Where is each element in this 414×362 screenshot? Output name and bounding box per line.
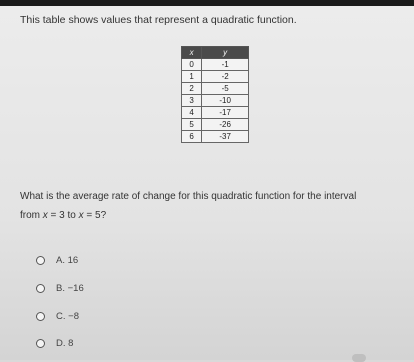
cell-y: -1 — [202, 59, 249, 71]
cell-x: 1 — [182, 71, 202, 83]
cell-x: 5 — [182, 119, 202, 131]
choice-label-d: D. 8 — [56, 337, 74, 349]
question-line2-prefix: from — [20, 210, 43, 221]
cell-x: 6 — [182, 131, 202, 143]
table-row — [182, 119, 249, 131]
header-x: x — [182, 47, 202, 59]
table-row — [182, 83, 249, 95]
radio-button-b[interactable] — [36, 284, 45, 293]
cell-y: -10 — [202, 95, 249, 107]
radio-button-c[interactable] — [36, 312, 45, 321]
choice-label-c: C. −8 — [56, 310, 79, 322]
table-row — [182, 95, 249, 107]
radio-button-d[interactable] — [36, 339, 45, 348]
answer-choice-d[interactable] — [36, 336, 73, 350]
table-header-row — [182, 47, 249, 59]
header-y: y — [202, 47, 249, 59]
choice-label-a: A. 16 — [56, 254, 79, 266]
question-line1: What is the average rate of change for this quadratic function for the interval — [20, 191, 357, 202]
table-row — [182, 71, 249, 83]
cell-y: -2 — [202, 71, 249, 83]
cell-x: 2 — [182, 83, 202, 95]
answer-choice-a[interactable] — [36, 253, 78, 267]
prompt-text: This table shows values that represent a quadratic function. — [20, 14, 297, 26]
question-eq-2: = 5? — [83, 210, 107, 221]
values-table — [181, 46, 249, 143]
cell-y: -5 — [202, 83, 249, 95]
answer-choice-b[interactable] — [36, 281, 84, 295]
radio-button-a[interactable] — [36, 256, 45, 265]
cell-x: 0 — [182, 59, 202, 71]
choice-label-b: B. −16 — [56, 282, 84, 294]
question-eq-1: = 3 to — [47, 210, 79, 221]
cell-x: 3 — [182, 95, 202, 107]
cell-y: -17 — [202, 107, 249, 119]
screen-glare — [352, 354, 366, 362]
cell-y: -26 — [202, 119, 249, 131]
table-row — [182, 131, 249, 143]
values-table-container — [181, 46, 249, 143]
x-variable: x — [78, 210, 84, 221]
cell-y: -37 — [202, 131, 249, 143]
answer-choice-c[interactable] — [36, 309, 79, 323]
cell-x: 4 — [182, 107, 202, 119]
table-row — [182, 59, 249, 71]
question-text — [20, 187, 408, 225]
table-row — [182, 107, 249, 119]
question-page — [0, 6, 414, 360]
x-variable: x — [42, 210, 48, 221]
